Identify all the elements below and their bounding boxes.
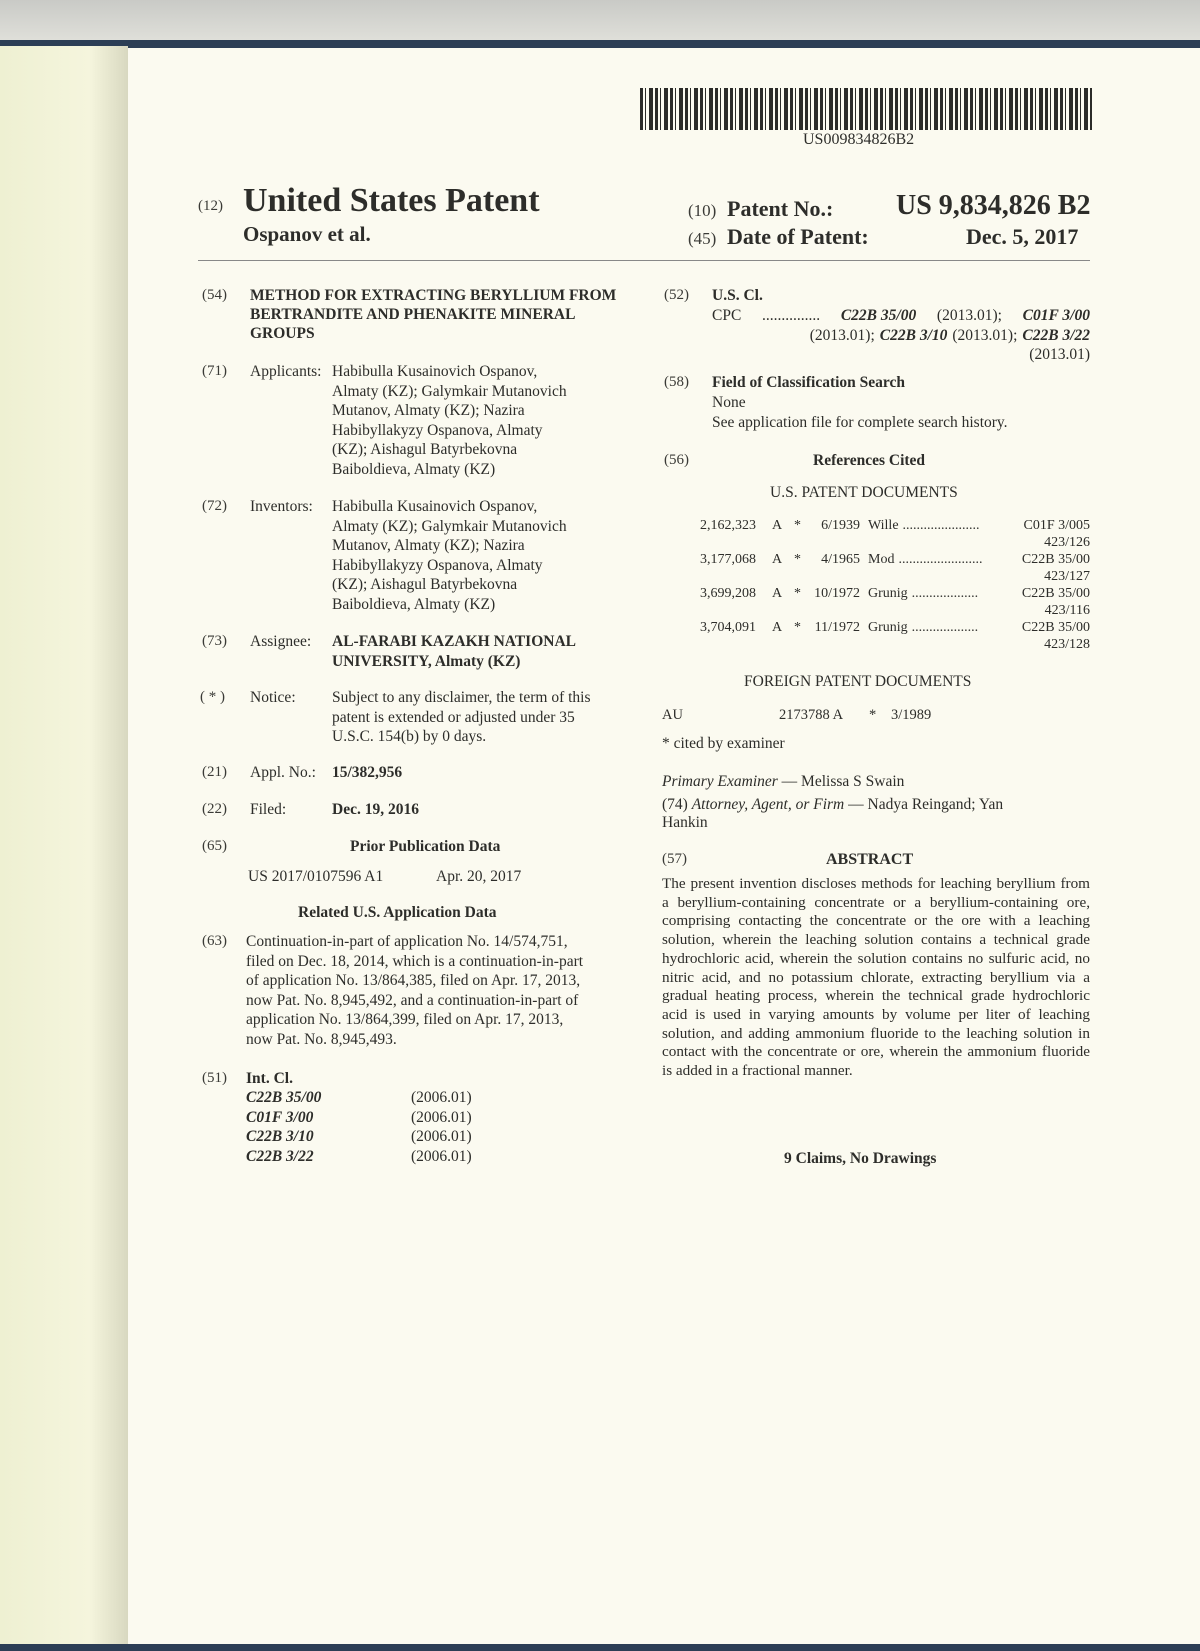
ref-class: C22B 35/00 <box>1021 620 1090 635</box>
field-code: (22) <box>202 801 227 817</box>
field-code: (51) <box>202 1070 227 1086</box>
cpc-classes <box>712 306 1090 365</box>
reference-row <box>700 551 1090 585</box>
line: now Pat. No. 8,945,493. <box>246 1030 397 1048</box>
line: Continuation-in-part of application No. 14/574,751, <box>246 933 568 950</box>
foreign-documents-heading: FOREIGN PATENT DOCUMENTS <box>744 673 972 690</box>
line: Subject to any disclaimer, the term of this <box>332 689 591 706</box>
line: Baiboldieva, Almaty (KZ) <box>332 460 496 478</box>
line: Habibulla Kusainovich Ospanov, <box>332 363 538 380</box>
field-code: ( * ) <box>200 689 225 705</box>
date-label: Date of Patent: <box>727 224 869 249</box>
int-cl-row <box>246 1108 472 1128</box>
class-code: C22B 35/00 <box>246 1089 322 1106</box>
leader-dots: ................... <box>911 586 979 601</box>
ref-name: Grunig <box>868 586 908 601</box>
primary-examiner <box>662 772 904 792</box>
ref-star: * <box>869 707 877 723</box>
class-code: C22B 3/10 <box>879 326 948 344</box>
invention-title: METHOD FOR EXTRACTING BERYLLIUM FROM BERTRANDITE AND PHENAKITE MINERAL GROUPS <box>250 287 617 342</box>
field-code: (45) <box>688 229 717 248</box>
line: Mutanov, Almaty (KZ); Nazira <box>332 402 525 419</box>
line: U.S.C. 154(b) by 0 days. <box>332 728 487 745</box>
search-field-value: None <box>712 394 746 411</box>
ref-number: 3,699,208 <box>700 586 756 601</box>
class-version: (2013.01); <box>952 326 1018 344</box>
prior-publication-heading: Prior Publication Data <box>350 838 501 855</box>
class-version: (2013.01) <box>1029 346 1090 363</box>
header-divider <box>198 260 1090 261</box>
class-version: (2006.01) <box>411 1089 472 1106</box>
class-version: (2006.01) <box>411 1147 472 1165</box>
line: (KZ); Aishagul Batyrbekovna <box>332 441 518 458</box>
facing-page <box>0 46 128 1646</box>
patent-number: US 9,834,826 B2 <box>896 190 1091 221</box>
field-code: (65) <box>202 838 227 854</box>
line: UNIVERSITY, Almaty (KZ) <box>332 652 521 670</box>
ref-number: 2173788 A <box>779 707 844 723</box>
ref-class: C22B 35/00 <box>1021 586 1090 601</box>
search-history-note: See application file for complete search history. <box>712 414 1008 431</box>
int-cl-row <box>246 1127 472 1147</box>
patent-no-label: Patent No.: <box>727 196 834 221</box>
appl-no: 15/382,956 <box>332 764 403 781</box>
line: patent is extended or adjusted under 35 <box>332 708 575 726</box>
ref-date: 6/1939 <box>821 518 860 533</box>
int-cl-row <box>246 1088 472 1108</box>
cited-by-examiner-note: * cited by examiner <box>662 735 785 752</box>
field-code: (57) <box>662 851 687 867</box>
ref-date: 4/1965 <box>821 552 860 567</box>
field-code: (52) <box>664 287 689 303</box>
class-code: C22B 35/00 <box>840 307 917 324</box>
field-code: (73) <box>202 633 227 649</box>
reference-row <box>700 619 1090 653</box>
ref-subclass: 423/128 <box>1044 637 1090 652</box>
ref-number: 2,162,323 <box>700 518 756 533</box>
line: filed on Dec. 18, 2014, which is a continuation-in-part <box>246 952 584 970</box>
examiner-label: Primary Examiner <box>662 773 778 790</box>
ref-star: * <box>794 586 801 601</box>
line: Almaty (KZ); Galymkair Mutanovich <box>332 382 567 400</box>
foreign-reference-row <box>662 706 931 726</box>
attorney-name: — Nadya Reingand; Yan <box>848 796 1004 813</box>
related-data-heading: Related U.S. Application Data <box>298 904 497 921</box>
ref-kind: A <box>772 518 783 533</box>
patent-date: Dec. 5, 2017 <box>966 224 1079 249</box>
authors: Ospanov et al. <box>243 222 371 246</box>
abstract-text: The present invention discloses methods for leaching beryllium from a beryllium-containing concentrate or a beryllium-containing ore, comprising contacting the concentrate or the ore with a leaching solution, wherein the leaching solution contains a technical grade hydrochloric acid, wherein the solution contains no sulfuric acid, no nitric acid, and no potassium chlorate, extracting beryllium via a gradual heating process, wherein the technical grade hydrochloric acid is used in varying amounts by volume per liter of leaching solution, and adding ammonium fluoride to the leaching solution in contact with the concentrate or ore, wherein the ammonium fluoride is added in a fractional manner. <box>662 875 1090 1080</box>
search-field-label: Field of Classification Search <box>712 374 906 391</box>
scanner-edge-bottom <box>0 1644 1200 1651</box>
leader-dots: ................... <box>911 620 979 635</box>
class-version: (2006.01) <box>411 1108 472 1126</box>
class-code: C01F 3/00 <box>246 1108 314 1126</box>
line: Habibulla Kusainovich Ospanov, <box>332 498 538 515</box>
ref-subclass: 423/116 <box>1044 603 1090 618</box>
attorney-name-continued: Hankin <box>662 814 708 831</box>
applicants <box>332 362 567 479</box>
int-cl-row <box>246 1147 472 1167</box>
barcode <box>640 88 1092 130</box>
field-code: (21) <box>202 764 227 780</box>
field-code: (74) <box>662 796 688 813</box>
field-code: (54) <box>202 287 227 303</box>
appl-no-label: Appl. No.: <box>250 764 316 781</box>
class-code: C22B 3/22 <box>246 1147 314 1165</box>
cpc-label: CPC <box>712 307 742 324</box>
leader-dots: ...................... <box>902 518 980 533</box>
field-code: (12) <box>198 198 223 214</box>
ref-kind: A <box>772 552 783 567</box>
line: Baiboldieva, Almaty (KZ) <box>332 595 496 613</box>
class-version: (2013.01); <box>809 326 875 344</box>
field-code: (56) <box>664 452 689 468</box>
field-code: (72) <box>202 498 227 514</box>
ref-class: C22B 35/00 <box>1021 552 1090 567</box>
reference-row <box>700 517 1090 551</box>
line: (KZ); Aishagul Batyrbekovna <box>332 576 518 593</box>
assignee <box>332 632 576 671</box>
line: application No. 13/864,399, filed on Apr. 17, 2013, <box>246 1011 564 1028</box>
filed-date: Dec. 19, 2016 <box>332 801 419 818</box>
ref-date: 11/1972 <box>814 620 860 635</box>
filed-label: Filed: <box>250 801 287 818</box>
ref-kind: A <box>772 586 783 601</box>
ref-name: Wille <box>868 518 899 533</box>
ref-name: Mod <box>868 552 895 567</box>
ref-date: 10/1972 <box>814 586 860 601</box>
attorney <box>662 795 1003 815</box>
continuation-text <box>246 932 583 1049</box>
applicants-label: Applicants: <box>250 363 322 380</box>
ref-star: * <box>794 552 801 567</box>
reference-row <box>700 585 1090 619</box>
ref-subclass: 423/127 <box>1044 569 1090 584</box>
notice-text <box>332 688 591 747</box>
class-code: C22B 3/10 <box>246 1128 314 1145</box>
line <box>712 306 1090 326</box>
ref-class: C01F 3/005 <box>1023 518 1090 533</box>
barcode-text: US009834826B2 <box>803 131 915 148</box>
document-title: United States Patent <box>243 182 540 219</box>
ref-date: 3/1989 <box>891 707 932 723</box>
inventors <box>332 497 567 614</box>
line <box>712 326 1090 346</box>
us-documents-heading: U.S. PATENT DOCUMENTS <box>770 484 958 501</box>
line: of application No. 13/864,385, filed on Apr. 17, 2013, <box>246 972 581 989</box>
field-code: (71) <box>202 363 227 379</box>
abstract-heading: ABSTRACT <box>826 851 914 868</box>
ref-subclass: 423/126 <box>1044 535 1090 550</box>
line: Habibyllakyzy Ospanova, Almaty <box>332 421 543 439</box>
publication-number: US 2017/0107596 A1 <box>248 868 384 885</box>
ref-star: * <box>794 518 801 533</box>
assignee-label: Assignee: <box>250 633 312 650</box>
ref-kind: A <box>772 620 783 635</box>
line: Almaty (KZ); Galymkair Mutanovich <box>332 517 567 535</box>
claims-summary: 9 Claims, No Drawings <box>784 1150 937 1167</box>
line: now Pat. No. 8,945,492, and a continuation-in-part of <box>246 991 579 1009</box>
publication-date: Apr. 20, 2017 <box>436 868 522 885</box>
line: Habibyllakyzy Ospanova, Almaty <box>332 556 543 574</box>
int-cl-label: Int. Cl. <box>246 1070 293 1087</box>
examiner-name: — Melissa S Swain <box>781 773 905 790</box>
line: AL-FARABI KAZAKH NATIONAL <box>332 633 576 650</box>
scanner-edge-top <box>0 40 1200 48</box>
notice-label: Notice: <box>250 689 296 706</box>
field-code: (63) <box>202 933 227 949</box>
ref-star: * <box>794 620 801 635</box>
ref-name: Grunig <box>868 620 908 635</box>
field-code: (10) <box>688 201 717 220</box>
us-references <box>700 517 1090 653</box>
inventors-label: Inventors: <box>250 498 313 515</box>
field-code: (58) <box>664 374 689 390</box>
class-code: C01F 3/00 <box>1022 307 1090 324</box>
ref-number: 3,704,091 <box>700 620 756 635</box>
class-code: C22B 3/22 <box>1022 326 1090 344</box>
leader-dots: ........................ <box>898 552 983 567</box>
attorney-label: Attorney, Agent, or Firm <box>691 796 845 813</box>
us-cl-label: U.S. Cl. <box>712 287 763 304</box>
leader-dots: ............... <box>762 307 821 324</box>
references-heading: References Cited <box>813 452 926 469</box>
class-version: (2013.01); <box>936 307 1002 324</box>
ref-country: AU <box>662 707 683 723</box>
line: Mutanov, Almaty (KZ); Nazira <box>332 537 525 554</box>
int-cl-list <box>246 1088 472 1166</box>
ref-number: 3,177,068 <box>700 552 756 567</box>
class-version: (2006.01) <box>411 1128 472 1145</box>
